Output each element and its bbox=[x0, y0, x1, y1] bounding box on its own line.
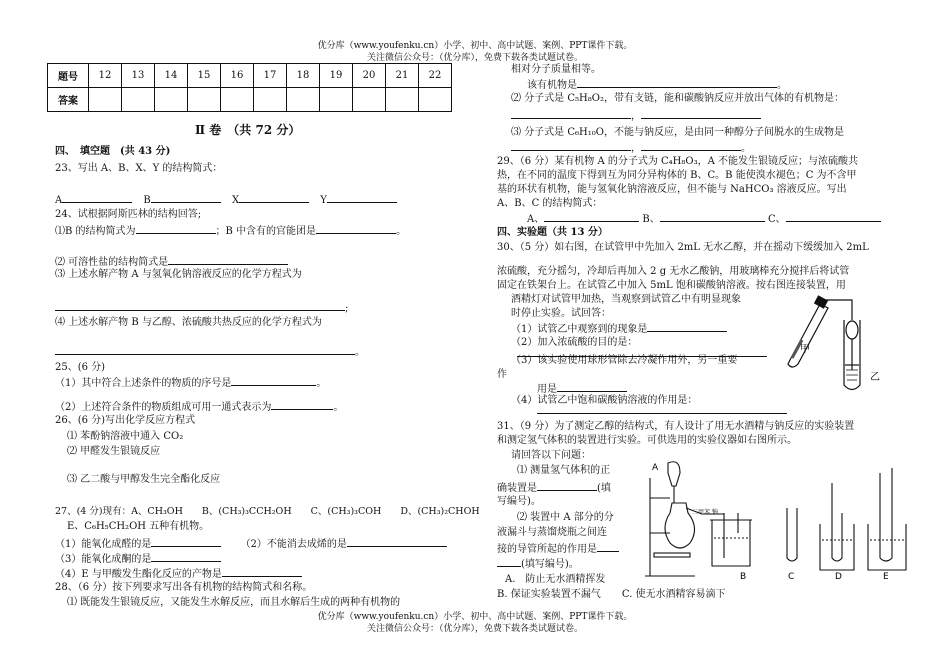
q24-3: ⑶ 上述水解产物 A 与氢氧化钠溶液反应的化学方程式为 bbox=[55, 269, 302, 280]
q30-3-b: 作 bbox=[497, 369, 507, 380]
q31-2-c: 接的导管所起的作用是 bbox=[497, 541, 619, 556]
ball-tube bbox=[846, 321, 858, 339]
answer-cell bbox=[221, 88, 254, 112]
q30-1: （1）试管乙中观察到的现象是 bbox=[511, 321, 727, 336]
q25: 25、(6 分) bbox=[55, 362, 106, 373]
r-1: 相对分子质量相等。 bbox=[511, 64, 601, 75]
q31-c: 请回答以下问题： bbox=[511, 450, 591, 461]
q31-1-b: 确装置是 (填 bbox=[497, 480, 611, 495]
header-line-2: 关注微信公众号：（优分库），免费下载各类试题试卷。 bbox=[366, 53, 583, 63]
q29-d: A、B、C 的结构简式： bbox=[497, 198, 603, 209]
q27-4: （4）E 与甲酸发生酯化反应的产物是 bbox=[55, 566, 302, 581]
q23-blanks: A B X Y bbox=[55, 192, 397, 207]
r-2: 该有机物是 。 bbox=[527, 77, 787, 92]
beaker-e bbox=[868, 524, 906, 570]
table-row bbox=[48, 88, 452, 112]
q31-2-d: (填写编号)。 bbox=[497, 556, 579, 571]
q26-2: ⑵ 甲醛发生银镜反应 bbox=[67, 446, 161, 457]
q31-option-a: A. 防止无水酒精挥发 bbox=[505, 574, 606, 585]
table-cell: 13 bbox=[122, 64, 155, 88]
table-cell: 18 bbox=[287, 64, 320, 88]
r-4-blanks: ， 。 bbox=[511, 140, 751, 155]
answer-cell bbox=[353, 88, 386, 112]
footer-line-2: 关注微信公众号：（优分库），免费下载各类试题试卷。 bbox=[366, 624, 583, 634]
connecting-tube bbox=[824, 300, 852, 320]
table-cell: 19 bbox=[320, 64, 353, 88]
label-na: 二甲苯 钠 bbox=[692, 509, 718, 516]
q31-options-bc: B. 保证实验装置不漏气 C. 使无水酒精容易滴下 bbox=[497, 589, 726, 600]
answer-cell bbox=[287, 88, 320, 112]
table-cell: 16 bbox=[221, 64, 254, 88]
answer-cell bbox=[386, 88, 419, 112]
q30: 30、（5 分）如右图，在试管甲中先加入 2mL 无水乙醇，并在摇动下缓缓加入 2mL bbox=[497, 242, 869, 253]
q29: 29、（6 分）某有机物 A 的分子式为 C₄H₈O₃，A 不能发生银镜反应；与浓硫酸共 bbox=[497, 156, 859, 167]
table-cell: 17 bbox=[254, 64, 287, 88]
q31-2-b: 液漏斗与蒸馏烧瓶之间连 bbox=[497, 527, 607, 538]
table-cell: 21 bbox=[386, 64, 419, 88]
q31-apparatus-figure bbox=[640, 458, 910, 583]
table-label-answer: 答案 bbox=[48, 88, 89, 112]
q27-3: （3）能氧化成酮的是 bbox=[55, 551, 221, 566]
q29-b: 热，在不同的温度下得到互为同分异构体的 B、C。B 能使溴水褪色；C 为不含甲 bbox=[497, 170, 857, 181]
table-cell: 14 bbox=[155, 64, 188, 88]
q30-apparatus-figure bbox=[780, 290, 900, 395]
q25-2: （2）上述符合条件的物质组成可用一通式表示为 。 bbox=[55, 399, 343, 414]
q31-1: ⑴ 测量氢气体积的正 bbox=[517, 465, 611, 476]
answer-cell bbox=[89, 88, 122, 112]
q25-1: （1）其中符合上述条件的物质的序号是 。 bbox=[55, 375, 326, 390]
table-cell: 20 bbox=[353, 64, 386, 88]
label-jia: 甲 bbox=[800, 344, 810, 355]
q27-b: E、C₆H₅CH₂OH 五种有机物。 bbox=[67, 521, 210, 532]
q24-2: ⑵ 可溶性盐的结构简式是 bbox=[55, 254, 288, 269]
table-cell: 15 bbox=[188, 64, 221, 88]
label-c: C bbox=[788, 572, 795, 582]
test-tube-jia bbox=[788, 304, 828, 367]
q24-1: ⑴B 的结构简式为 ；B 中含有的官能团是 。 bbox=[55, 223, 406, 238]
q28: 28、（6 分）按下列要求写出各有机物的结构简式和名称。 bbox=[55, 582, 313, 593]
section4-title: 四、 填空题 (共 43 分) bbox=[55, 146, 171, 157]
q30-3-c: 用是 bbox=[537, 381, 627, 396]
part2-title: Ⅱ 卷 （共 72 分） bbox=[195, 123, 301, 137]
footer-line-1: 优分库（www.youfenku.cn）小学、初中、高中试题、案例、PPT课件下载。 bbox=[317, 612, 633, 622]
label-a: A bbox=[652, 463, 659, 473]
q24-4: ⑷ 上述水解产物 B 与乙醇、浓硫酸共热反应的化学方程式为 bbox=[55, 317, 322, 328]
table-cell: 12 bbox=[89, 64, 122, 88]
page-footer bbox=[0, 611, 950, 635]
q30-2: （2）加入浓硫酸的目的是： bbox=[511, 337, 638, 348]
q29-c: 基的环状有机物，能与氢氧化钠溶液反应，但不能与 NaHCO₃ 溶液反应。写出 bbox=[497, 184, 847, 195]
answer-cell bbox=[122, 88, 155, 112]
q31: 31、（9 分）为了测定乙醇的结构式，有人设计了用无水酒精与钠反应的实验装置 bbox=[497, 421, 855, 432]
separating-funnel bbox=[668, 462, 680, 486]
q28-1: ⑴ 既能发生银镜反应，又能发生水解反应，而且水解后生成的两种有机物的 bbox=[67, 597, 401, 608]
q30-c: 固定在铁架台上。在试管乙中加入 5mL 饱和碳酸钠溶液。按右图连接装置，用 bbox=[497, 280, 846, 291]
q29-blanks: A、 B、 C、 bbox=[527, 211, 881, 226]
answer-cell bbox=[419, 88, 452, 112]
section5-title: 四、实验题（共 13 分） bbox=[497, 227, 608, 238]
label-yi: 乙 bbox=[870, 372, 880, 383]
q31-2: ⑵ 装置中 A 部分的分 bbox=[517, 512, 614, 523]
q24-4-line: 。 bbox=[55, 344, 365, 359]
bottle-b bbox=[712, 520, 750, 566]
q30-4: （4）试管乙中饱和碳酸钠溶液的作用是： bbox=[511, 395, 698, 406]
table-cell: 22 bbox=[419, 64, 452, 88]
page-header bbox=[0, 40, 950, 64]
answer-table bbox=[47, 63, 452, 112]
tube-c bbox=[787, 508, 797, 561]
q23: 23、写出 A、B、X、Y 的结构简式： bbox=[55, 163, 223, 174]
q31-b: 和测定氢气体积的装置进行实验。可供选用的实验仪器如右图所示。 bbox=[497, 435, 797, 446]
answer-cell bbox=[155, 88, 188, 112]
q30-b: 浓硫酸，充分摇匀，冷却后再加入 2 g 无水乙酸钠，用玻璃棒充分搅拌后将试管 bbox=[497, 266, 850, 277]
table-label-number: 题号 bbox=[48, 64, 89, 88]
label-d: D bbox=[835, 572, 842, 582]
iron-stand bbox=[645, 478, 695, 576]
r-3-blanks: ， bbox=[511, 108, 761, 123]
q27-1-2: （1）能氧化成醛的是 （2）不能消去成烯的是 bbox=[55, 536, 447, 551]
q26: 26、(6 分)写出化学反应方程式 bbox=[55, 415, 196, 426]
q30-d: 酒精灯对试管甲加热，当观察到试管乙中有明显现象 bbox=[511, 294, 741, 305]
q26-1: ⑴ 苯酚钠溶液中通入 CO₂ bbox=[67, 431, 184, 442]
table-row bbox=[48, 64, 452, 88]
label-e: E bbox=[883, 572, 889, 582]
q27: 27、(4 分)现有：A、CH₃OH B、(CH₃)₃CCH₂OH C、(CH₃)₃COH D、(CH₃)₂CHOH bbox=[55, 506, 480, 517]
label-b: B bbox=[740, 572, 747, 582]
q26-3: ⑶ 乙二酸与甲醇发生完全酯化反应 bbox=[67, 474, 221, 485]
answer-cell bbox=[320, 88, 353, 112]
header-line-1: 优分库（www.youfenku.cn）小学、初中、高中试题、案例、PPT课件下载。 bbox=[317, 41, 633, 51]
answer-cell bbox=[254, 88, 287, 112]
answer-cell bbox=[188, 88, 221, 112]
q24: 24、试根据阿斯匹林的结构回答; bbox=[55, 209, 202, 220]
q30-e: 时停止实验。试回答： bbox=[511, 308, 611, 319]
q30-3: （3）该实验使用球形管除去冷凝作用外，另一重要 bbox=[511, 355, 738, 366]
q31-1-d: 写编号)。 bbox=[497, 496, 541, 507]
r-3: ⑵ 分子式是 C₅H₈O₂，带有支链，能和碳酸钠反应并放出气体的有机物是： bbox=[511, 93, 844, 104]
q30-4-line bbox=[537, 403, 787, 418]
q24-3-line: ; bbox=[55, 300, 348, 315]
beaker-d bbox=[820, 524, 854, 570]
r-4: ⑶ 分子式是 C₆H₁₀O，不能与钠反应，是由同一种醇分子间脱水的生成物是 bbox=[511, 127, 844, 138]
